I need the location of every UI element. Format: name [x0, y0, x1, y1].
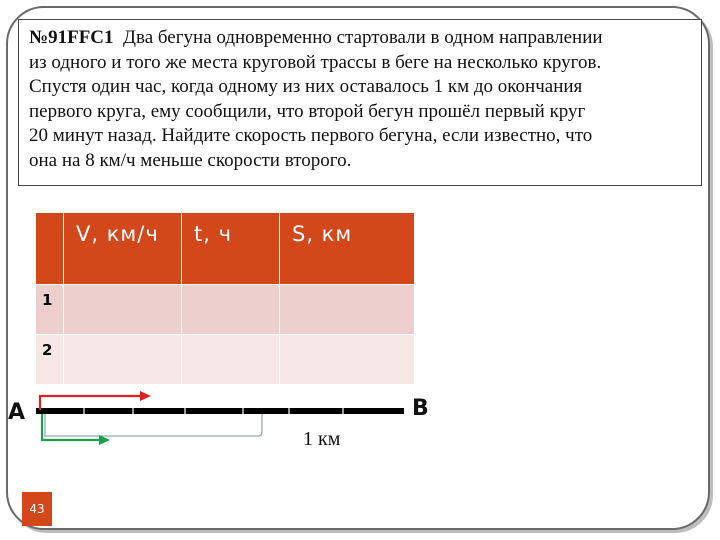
- table-corner-cell: [36, 213, 64, 285]
- problem-line-2: из одного и того же места круговой трассы в беге на несколько кругов.: [29, 51, 602, 73]
- solution-table: [35, 212, 415, 385]
- header-speed: V, км/ч: [64, 213, 182, 285]
- problem-line-4: первого круга, ему сообщили, что второй бегун прошёл первый круг: [29, 100, 586, 122]
- row-label-1: 1: [36, 285, 64, 335]
- table-row: [36, 285, 415, 335]
- problem-number: №91FFC1: [29, 27, 114, 48]
- problem-line-3: Спустя один час, когда одному из них оставалось 1 км до окончания: [29, 76, 583, 98]
- point-a-label: A: [8, 400, 26, 425]
- track-diagram: [0, 380, 720, 460]
- point-b-label: B: [412, 396, 429, 421]
- lap-loop: [45, 414, 262, 436]
- table-row: [36, 335, 415, 385]
- distance-label: 1 км: [303, 428, 341, 450]
- problem-line-1: №91FFC1 Два бегуна одновременно стартовали в одном направлении: [29, 27, 603, 48]
- cell-speed-1[interactable]: [64, 285, 182, 335]
- cell-time-2[interactable]: [182, 335, 280, 385]
- slide-number-badge: 43: [22, 492, 52, 526]
- cell-speed-2[interactable]: [64, 335, 182, 385]
- table-header-row: [36, 213, 415, 285]
- problem-line-5: 20 минут назад. Найдите скорость первого бегуна, если известно, что: [29, 125, 593, 147]
- row-label-2: 2: [36, 335, 64, 385]
- problem-line-6: она на 8 км/ч меньше скорости второго.: [29, 149, 352, 171]
- red-runner-arrow: [40, 396, 144, 410]
- cell-distance-1[interactable]: [280, 285, 415, 335]
- header-distance: S, км: [280, 213, 415, 285]
- cell-time-1[interactable]: [182, 285, 280, 335]
- cell-distance-2[interactable]: [280, 335, 415, 385]
- header-time: t, ч: [182, 213, 280, 285]
- red-arrowhead-icon: [140, 391, 151, 401]
- problem-statement: [18, 19, 702, 186]
